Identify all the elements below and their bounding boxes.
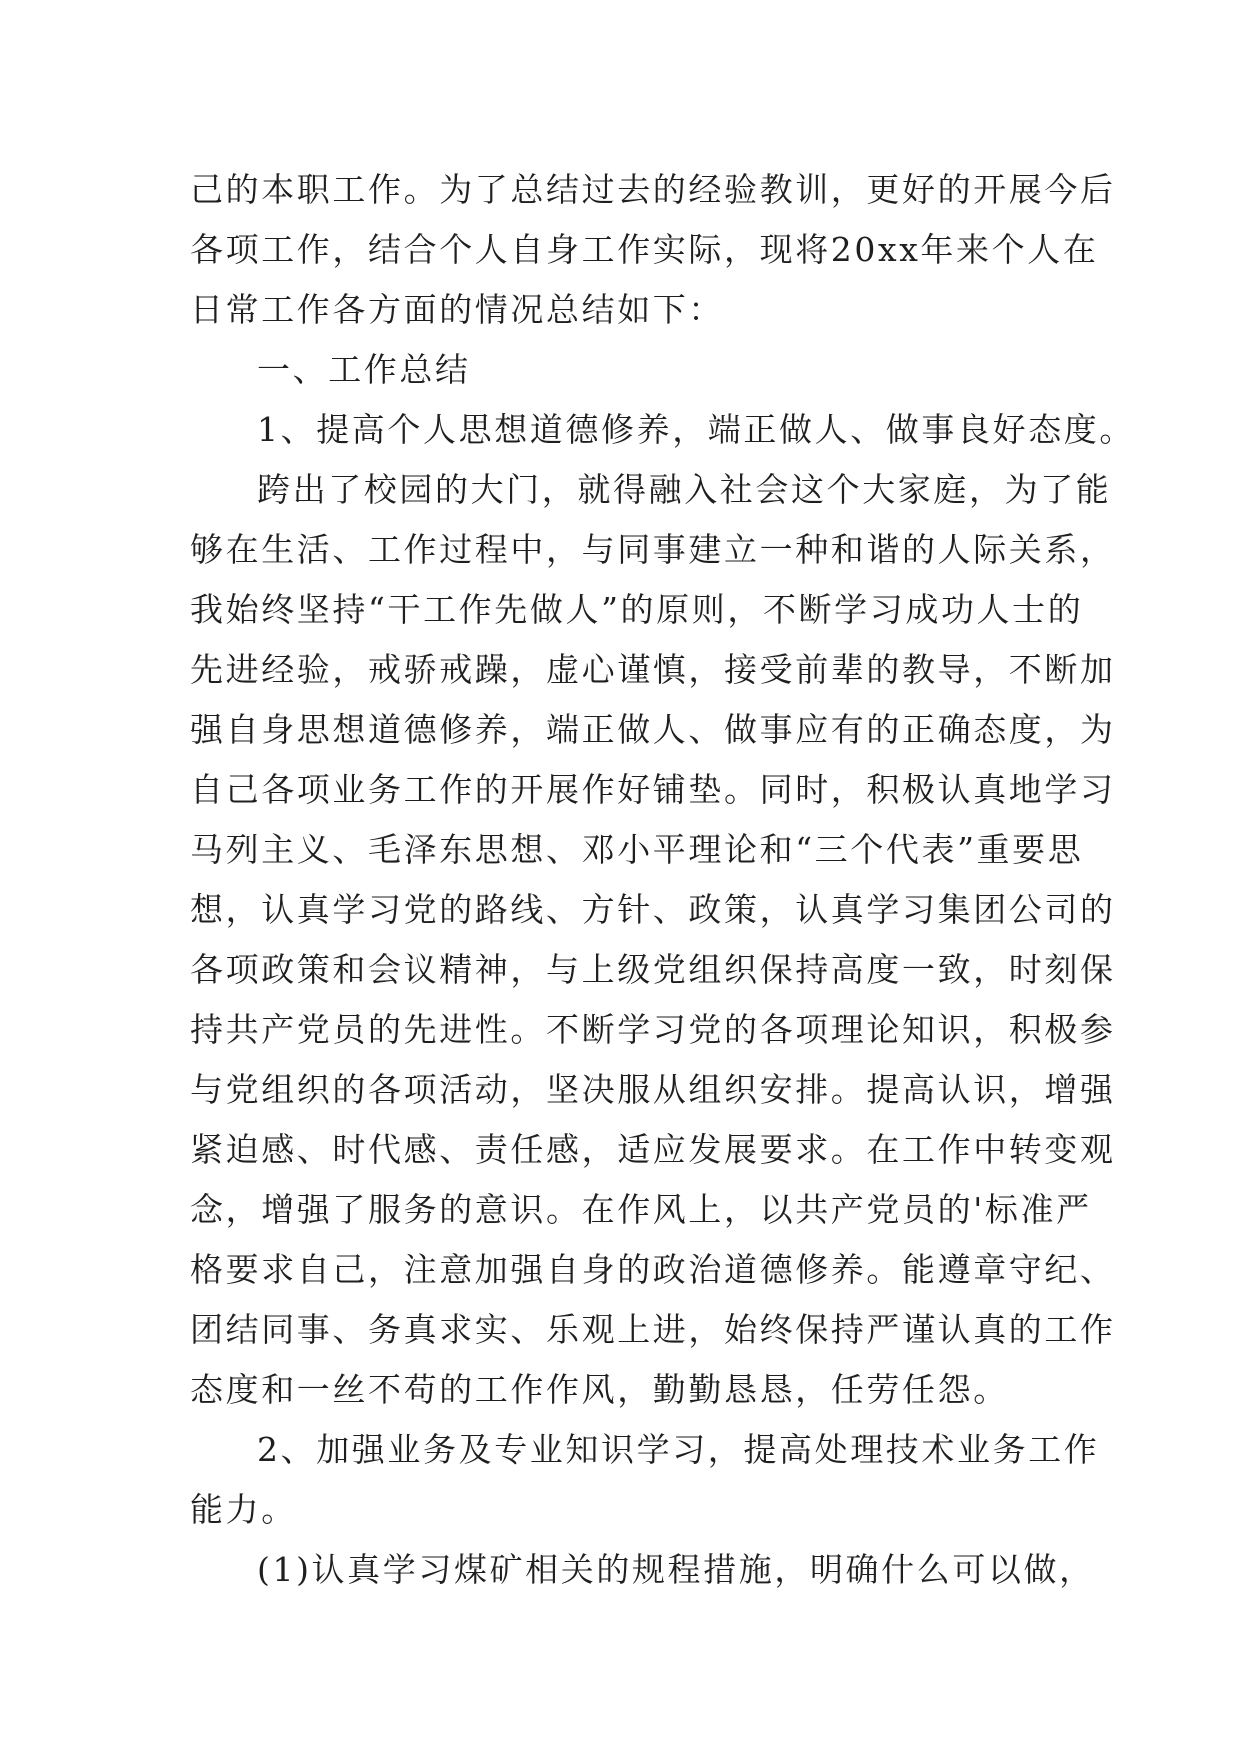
text-line: 够在生活、工作过程中，与同事建立一种和谐的人际关系， bbox=[190, 530, 1116, 569]
text-line: 紧迫感、时代感、责任感，适应发展要求。在工作中转变观 bbox=[190, 1130, 1116, 1169]
text-line: 先进经验，戒骄戒躁，虚心谨慎，接受前辈的教导，不断加 bbox=[190, 650, 1116, 689]
text-line: 日常工作各方面的情况总结如下： bbox=[190, 290, 724, 329]
section-heading: 一、工作总结 bbox=[257, 350, 471, 389]
text-line: 自己各项业务工作的开展作好铺垫。同时，积极认真地学习 bbox=[190, 770, 1116, 809]
text-line: 各项政策和会议精神，与上级党组织保持高度一致，时刻保 bbox=[190, 950, 1116, 989]
subsection-heading: 1、提高个人思想道德修养，端正做人、做事良好态度。 bbox=[257, 410, 1135, 449]
text-line: 己的本职工作。为了总结过去的经验教训，更好的开展今后 bbox=[190, 170, 1116, 209]
document-body bbox=[190, 160, 1135, 1600]
text-line: (1)认真学习煤矿相关的规程措施，明确什么可以做， bbox=[257, 1550, 1095, 1589]
text-line: 团结同事、务真求实、乐观上进，始终保持严谨认真的工作 bbox=[190, 1310, 1116, 1349]
text-line: 能力。 bbox=[190, 1490, 297, 1529]
text-line: 我始终坚持“干工作先做人”的原则，不断学习成功人士的 bbox=[190, 590, 1084, 629]
text-line: 格要求自己，注意加强自身的政治道德修养。能遵章守纪、 bbox=[190, 1250, 1116, 1289]
text-line: 态度和一丝不苟的工作作风，勤勤恳恳，任劳任怨。 bbox=[190, 1370, 1009, 1409]
text-line: 跨出了校园的大门，就得融入社会这个大家庭，为了能 bbox=[257, 470, 1112, 509]
text-line: 持共产党员的先进性。不断学习党的各项理论知识，积极参 bbox=[190, 1010, 1116, 1049]
text-line: 念，增强了服务的意识。在作风上，以共产党员的'标准严 bbox=[190, 1190, 1092, 1229]
text-line: 想，认真学习党的路线、方针、政策，认真学习集团公司的 bbox=[190, 890, 1116, 929]
text-line: 强自身思想道德修养，端正做人、做事应有的正确态度，为 bbox=[190, 710, 1116, 749]
text-line: 各项工作，结合个人自身工作实际，现将20xx年来个人在 bbox=[190, 230, 1099, 269]
subsection-heading: 2、加强业务及专业知识学习，提高处理技术业务工作 bbox=[257, 1430, 1100, 1469]
text-line: 与党组织的各项活动，坚决服从组织安排。提高认识，增强 bbox=[190, 1070, 1116, 1109]
text-line: 马列主义、毛泽东思想、邓小平理论和“三个代表”重要思 bbox=[190, 830, 1084, 869]
